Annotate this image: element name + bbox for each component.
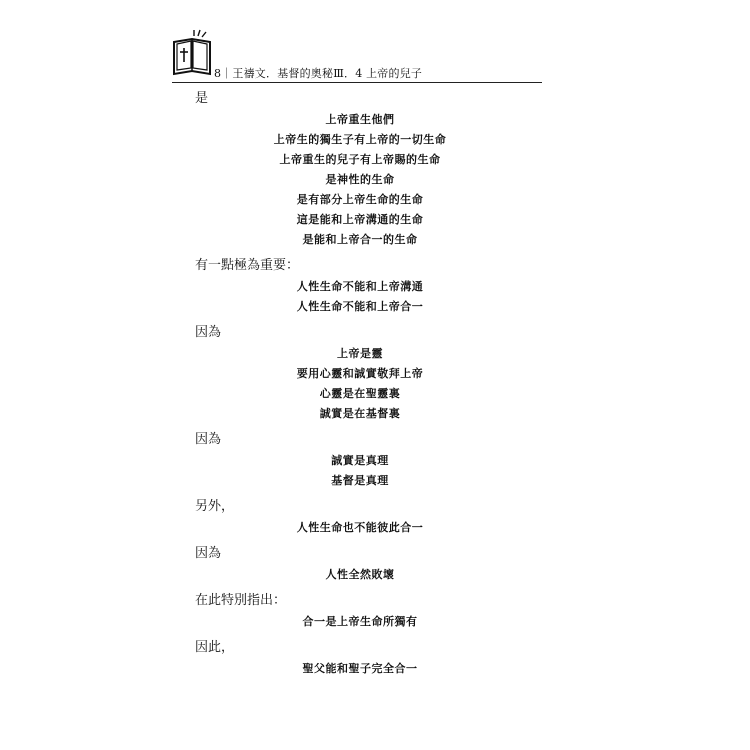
section-intro: 因為 (195, 432, 222, 447)
verse-line: 上帝重生的兒子有上帝賜的生命 (279, 153, 441, 166)
verse-line: 基督是真理 (331, 474, 389, 487)
verse-line: 是有部分上帝生命的生命 (296, 193, 424, 206)
verse-line: 是能和上帝合一的生命 (302, 233, 418, 246)
page-header (170, 28, 542, 84)
verse-line: 是神性的生命 (325, 173, 395, 186)
section-intro: 另外， (195, 499, 235, 514)
section-intro: 是 (195, 91, 209, 106)
verse-block (195, 610, 525, 634)
verse-line: 要用心靈和誠實敬拜上帝 (296, 367, 424, 380)
verse-block (195, 563, 525, 587)
running-header: 8｜王禱文．基督的奧秘Ⅲ．4 上帝的兒子 (214, 67, 423, 80)
verse-block (195, 449, 525, 493)
verse-line: 人性全然敗壞 (325, 568, 395, 581)
verse-line: 這是能和上帝溝通的生命 (296, 213, 424, 226)
open-bible-icon (170, 28, 214, 78)
section-intro: 因為 (195, 546, 222, 561)
verse-block (195, 657, 525, 681)
verse-line: 合一是上帝生命所獨有 (302, 615, 418, 628)
section-intro: 因為 (195, 325, 222, 340)
section-intro: 在此特別指出： (195, 593, 287, 608)
verse-line: 人性生命不能和上帝溝通 (296, 280, 424, 293)
verse-line: 上帝是靈 (337, 347, 383, 360)
page-body (195, 90, 525, 681)
verse-line: 人性生命不能和上帝合一 (296, 300, 424, 313)
verse-block (195, 516, 525, 540)
header-divider (172, 82, 542, 83)
section-intro: 因此， (195, 640, 235, 655)
verse-line: 人性生命也不能彼此合一 (296, 521, 424, 534)
verse-line: 誠實是在基督裏 (319, 407, 401, 420)
verse-line: 上帝重生他們 (325, 113, 395, 126)
verse-block (195, 275, 525, 319)
section-intro: 有一點極為重要： (195, 258, 300, 273)
verse-line: 誠實是真理 (331, 454, 389, 467)
verse-line: 心靈是在聖靈裏 (319, 387, 401, 400)
verse-line: 聖父能和聖子完全合一 (302, 662, 418, 675)
verse-line: 上帝生的獨生子有上帝的一切生命 (273, 133, 447, 146)
verse-block (195, 108, 525, 252)
verse-block (195, 342, 525, 426)
